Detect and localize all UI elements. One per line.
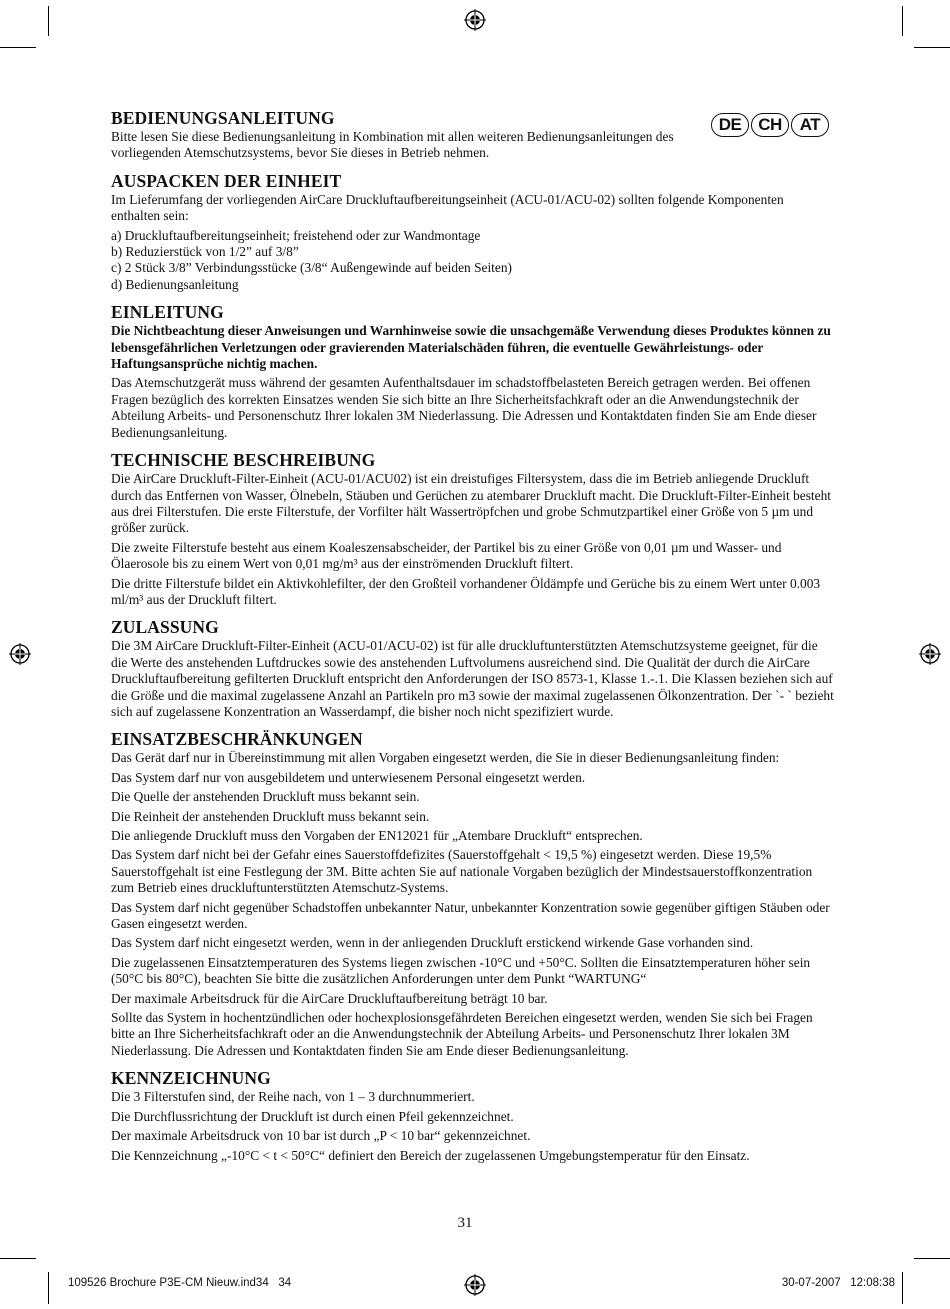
warning-paragraph: Die Nichtbeachtung dieser Anweisungen und Warnhinweise sowie die unsachgemäße Verwendung dieses Produktes können zu lebensgefährlichen Verletzungen oder gravierenden Materialschäden führen, die eventuelle Gewährleistungs- oder Haftungsansprüche nichtig machen. — [111, 323, 831, 372]
crop-mark — [914, 47, 950, 48]
paragraph: Das Gerät darf nur in Übereinstimmung mit allen Vorgaben eingesetzt werden, die Sie in dieser Bedienungsanleitung finden: — [111, 750, 780, 766]
country-badge: CH — [751, 113, 789, 137]
paragraph: Das System darf nicht eingesetzt werden, wenn in der anliegenden Druckluft erstickend wirkende Gase vorhanden sind. — [111, 935, 754, 951]
section-heading: AUSPACKEN DER EINHEIT — [111, 170, 342, 191]
crop-mark — [902, 1272, 903, 1304]
document-body — [111, 108, 834, 1173]
country-badge: AT — [791, 113, 829, 137]
paragraph: Die Kennzeichnung „-10°C < t < 50°C“ definiert den Bereich der zugelassenen Umgebungstemperatur für den Einsatz. — [111, 1147, 750, 1163]
paragraph: Die zweite Filterstufe besteht aus einem Koaleszensabscheider, der Partikel bis zu einer Größe von 0,01 µm und Wasser- und Ölaerosole bis zu einem Wert von 0,01 mg/m³ aus der einströmenden Druckluft filtert. — [111, 539, 782, 572]
registration-mark-icon — [9, 643, 31, 665]
crop-mark — [0, 1258, 36, 1259]
section-heading: ZULASSUNG — [111, 617, 219, 638]
paragraph: Die 3 Filterstufen sind, der Reihe nach, von 1 – 3 durchnummeriert. — [111, 1089, 475, 1105]
page-number: 31 — [457, 1215, 473, 1231]
paragraph: Der maximale Arbeitsdruck von 10 bar ist durch „P < 10 bar“ gekennzeichnet. — [111, 1128, 531, 1144]
crop-mark — [48, 1272, 49, 1304]
section-einsatzbeschraenkungen — [111, 729, 834, 1059]
registration-mark-icon — [919, 643, 941, 665]
section-einleitung — [111, 302, 834, 441]
footer-file-info: 109526 Brochure P3E-CM Nieuw.ind34 34 — [68, 1277, 292, 1289]
footer-timestamp: 30-07-2007 12:08:38 — [781, 1277, 895, 1289]
paragraph: Die dritte Filterstufe bildet ein Aktivkohlefilter, der den Großteil vorhandener Öldämpfe und Gerüche bis zu einem Wert unter 0.003 ml/m³ aus der Druckluft filtert. — [111, 575, 821, 607]
paragraph: Die Reinheit der anstehenden Druckluft muss bekannt sein. — [111, 808, 430, 824]
registration-mark-icon — [464, 9, 486, 31]
section-zulassung — [111, 617, 834, 720]
paragraph: Die AirCare Druckluft-Filter-Einheit (ACU-01/ACU02) ist ein dreistufiges Filtersystem, dass die im Betrieb anliegende Druckluft durch das Entfernen von Wasser, Ölnebeln, Stäuben und Gerüchen zu atembarer Druckluft macht. Die Druckluft-Filter-Einheit besteht aus drei Filterstufen. Die erste Filterstufe, der Vorfilter hält Wassertröpfchen und grobe Schmutzpartikel einer Größe von 5 µm und größer zurück. — [111, 471, 831, 536]
crop-mark — [48, 6, 49, 36]
crop-mark — [914, 1258, 950, 1259]
country-badge: DE — [711, 113, 749, 137]
paragraph: Die 3M AirCare Druckluft-Filter-Einheit (ACU-01/ACU-02) ist für alle druckluftunterstützten Atemschutzsysteme geeignet, für die die Werte des anstehenden Luftdruckes sowie des anstehenden Luftvolumens ausreichend sind. Die Qualität der durch die AirCare Druckluftaufbereitung gefilterten Druckluft entspricht den Anforderungen der ISO 8573-1, Klasse 1.-.1. Die Klassen beziehen sich auf die Größe und die maximal zugelassene Anzahl an Partikeln pro m3 sowie der maximal zugelassenen Ölkonzentration. Der `- ` bezieht sich auf zugelassene Konzentration an Wasserdampf, die bisher noch nicht spezifiziert wurde. — [111, 638, 834, 719]
paragraph: Die zugelassenen Einsatztemperaturen des Systems liegen zwischen -10°C und +50°C. Sollten die Einsatztemperaturen höher sein (50°C bis 80°C), beachten Sie bitte die zusätzlichen Anforderungen unter dem Punkt “WARTUNG“ — [111, 954, 811, 987]
paragraph: Die Durchflussrichtung der Druckluft ist durch einen Pfeil gekennzeichnet. — [111, 1108, 514, 1124]
section-heading: BEDIENUNGSANLEITUNG — [111, 108, 335, 128]
section-auspacken — [111, 171, 834, 293]
section-bedienungsanleitung — [111, 108, 834, 162]
crop-mark — [0, 47, 36, 48]
paragraph: Die Quelle der anstehenden Druckluft muss bekannt sein. — [111, 789, 420, 805]
registration-mark-icon — [464, 1274, 486, 1296]
component-list: a) Druckluftaufbereitungseinheit; freistehend oder zur Wandmontage b) Reduzierstück von 1/2” auf 3/8” c) 2 Stück 3/8” Verbindungsstücke (3/8“ Außengewinde auf beiden Seiten) d) Bedienungsanleitung — [111, 227, 512, 292]
paragraph: Das System darf nur von ausgebildetem und unterwiesenem Personal eingesetzt werden. — [111, 769, 586, 785]
paragraph: Das Atemschutzgerät muss während der gesamten Aufenthaltsdauer im schadstoffbelasteten Bereich getragen werden. Bei offenen Fragen bezüglich des korrekten Einsatzes wenden Sie sich bitte an Ihre Sicherheitsfachkraft oder an die Anwendungstechnik der Abteilung Arbeits- und Personenschutz Ihrer lokalen 3M Niederlassung. Die Adressen und Kontaktdaten finden Sie am Ende dieser Bedienungsanleitung. — [111, 375, 817, 440]
section-heading: EINLEITUNG — [111, 302, 224, 323]
section-heading: KENNZEICHNUNG — [111, 1068, 271, 1089]
section-kennzeichnung — [111, 1068, 834, 1164]
crop-mark — [902, 6, 903, 36]
paragraph: Der maximale Arbeitsdruck für die AirCare Druckluftaufbereitung beträgt 10 bar. — [111, 990, 548, 1006]
paragraph: Das System darf nicht bei der Gefahr eines Sauerstoffdefizites (Sauerstoffgehalt < 19,5 %) eingesetzt werden. Diese 19,5% Sauerstoffgehalt ist eine Festlegung der 3M. Bitte achten Sie auf nationale Vorgaben bezüglich der Mindestsauerstoffkonzentration zum Betrieb eines druckluftunterstützten Atemschutz-Systems. — [111, 847, 813, 896]
paragraph: Im Lieferumfang der vorliegenden AirCare Druckluftaufbereitungseinheit (ACU-01/ACU-02) sollten folgende Komponenten enthalten sein: — [111, 191, 784, 224]
section-technische-beschreibung — [111, 450, 834, 608]
section-heading: TECHNISCHE BESCHREIBUNG — [111, 450, 376, 471]
section-heading: EINSATZBESCHRÄNKUNGEN — [111, 729, 363, 750]
paragraph: Das System darf nicht gegenüber Schadstoffen unbekannter Natur, unbekannter Konzentration sowie gegenüber giftigen Stäuben oder Gasen eingesetzt werden. — [111, 899, 830, 932]
paragraph: Die anliegende Druckluft muss den Vorgaben der EN12021 für „Atembare Druckluft“ entsprechen. — [111, 828, 643, 843]
paragraph: Bitte lesen Sie diese Bedienungsanleitung in Kombination mit allen weiteren Bedienungsanleitungen des vorliegenden Atemschutzsystems, bevor Sie dieses in Betrieb nehmen. — [111, 129, 674, 161]
paragraph: Sollte das System in hochentzündlichen oder hochexplosionsgefährdeten Bereichen eingesetzt werden, wenden Sie sich bei Fragen bitte an Ihre Sicherheitsfachkraft oder an die Anwendungstechnik der Abteilung Arbeits- und Personenschutz Ihrer lokalen 3M Niederlassung. Die Adressen und Kontaktdaten finden Sie am Ende dieser Bedienungsanleitung. — [111, 1010, 813, 1058]
